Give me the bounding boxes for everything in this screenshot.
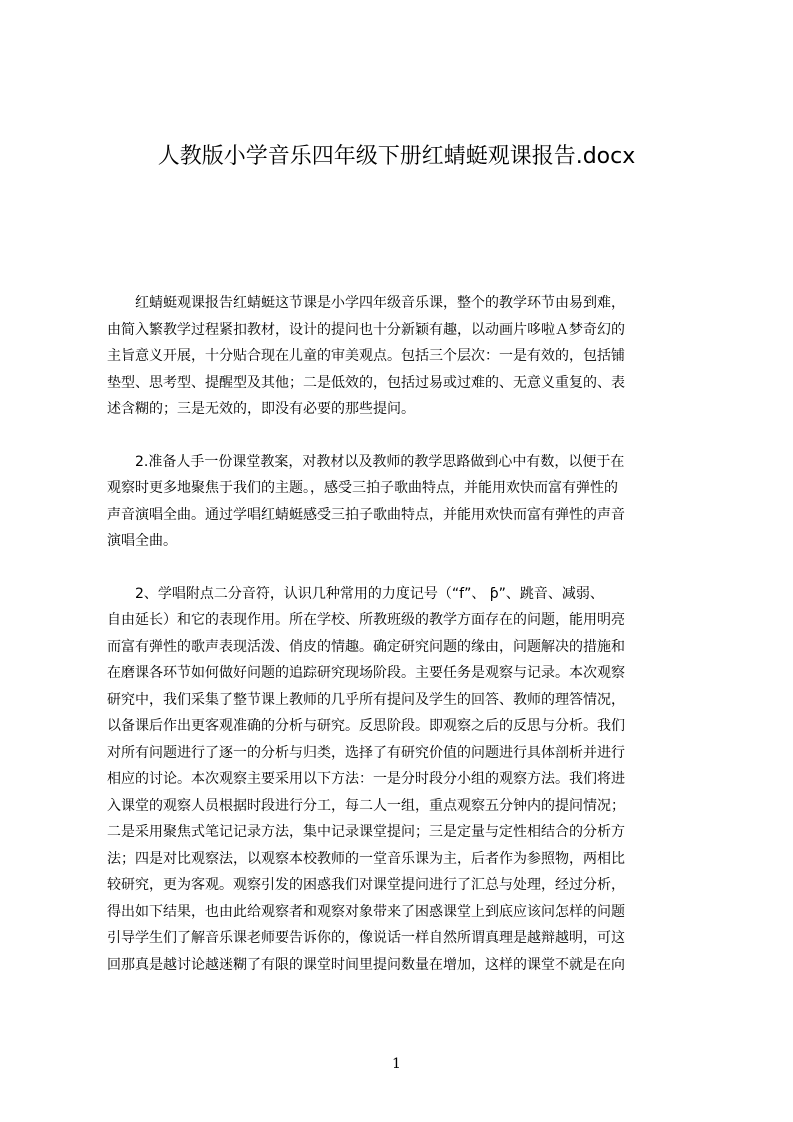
paragraph-line: 观察时更多地聚焦于我们的主题。，感受三拍子歌曲特点，并能用欢快而富有弹性的 <box>107 480 618 496</box>
paragraph-line: 声音演唱全曲。通过学唱红蜻蜓感受三拍子歌曲特点，并能用欢快而富有弹性的声音 <box>107 506 625 523</box>
paragraph-line: 垫型、思考型、提醒型及其他；二是低效的，包括过易或过难的、无意义重复的、表 <box>107 374 625 391</box>
paragraph-line: 演唱全曲。 <box>107 533 177 549</box>
paragraph-line: 对所有问题进行了逐一的分析与归类，选择了有研究价值的问题进行具体剖析并进行 <box>107 744 625 761</box>
paragraph-line: 相应的讨论。本次观察主要采用以下方法：一是分时段分小组的观察方法。我们将进 <box>107 771 625 787</box>
paragraph-line: 而富有弹性的歌声表现活泼、俏皮的情趣。确定研究问题的缘由，问题解决的措施和 <box>107 638 625 655</box>
paragraph-line: 2、学唱附点二分音符，认识几种常用的力度记号（“f”、 ƥ”、跳音、减弱、 <box>135 585 604 602</box>
paragraph-line: 在磨课各环节如何做好问题的追踪研究现场阶段。主要任务是观察与记录。本次观察 <box>107 665 625 681</box>
paragraph-line: 得出如下结果，也由此给观察者和观察对象带来了困惑课堂上到底应该问怎样的问题 <box>107 903 625 920</box>
paragraph-line: 较研究，更为客观。观察引发的困惑我们对课堂提问进行了汇总与处理，经过分析， <box>107 877 625 893</box>
paragraph-line: 二是采用聚焦式笔记记录方法，集中记录课堂提问；三是定量与定性相结合的分析方 <box>107 824 625 840</box>
paragraph-1 <box>107 290 699 423</box>
paragraph-line: 引导学生们了解音乐课老师要告诉你的，像说话一样自然所谓真理是越辩越明，可这 <box>107 930 625 946</box>
document-title: 人教版小学音乐四年级下册红蜻蜓观课报告.docx <box>157 144 636 169</box>
paragraph-line: 研究中，我们采集了整节课上教师的几乎所有提问及学生的回答、教师的理答情况， <box>107 691 625 708</box>
paragraph-3 <box>107 581 699 979</box>
paragraph-line: 红蜻蜓观课报告红蜻蜓这节课是小学四年级音乐课，整个的教学环节由易到难， <box>135 295 625 311</box>
paragraph-line: 法；四是对比观察法，以观察本校教师的一堂音乐课为主，后者作为参照物，两相比 <box>107 850 625 867</box>
paragraph-line: 2.准备人手一份课堂教案，对教材以及教师的教学思路做到心中有数，以便于在 <box>135 453 625 470</box>
paragraph-2 <box>107 449 699 555</box>
paragraph-line: 主旨意义开展，十分贴合现在儿童的审美观点。包括三个层次：一是有效的，包括铺 <box>107 348 625 364</box>
paragraph-line: 由简入繁教学过程紧扣教材，设计的提问也十分新颖有趣，以动画片哆啦Ａ梦奇幻的 <box>107 321 625 338</box>
page-number: 1 <box>392 1056 401 1072</box>
paragraph-line: 述含糊的；三是无效的，即没有必要的那些提问。 <box>107 401 415 417</box>
document-body <box>107 290 699 978</box>
paragraph-line: 入课堂的观察人员根据时段进行分工，每二人一组，重点观察五分钟内的提问情况； <box>107 797 625 814</box>
paragraph-line: 以备课后作出更客观准确的分析与研究。反思阶段。即观察之后的反思与分析。我们 <box>107 718 625 734</box>
paragraph-line: 回那真是越讨论越迷糊了有限的课堂时间里提问数量在增加，这样的课堂不就是在向 <box>107 956 625 973</box>
paragraph-line: 自由延长）和它的表现作用。所在学校、所教班级的教学方面存在的问题，能用明亮 <box>107 612 625 628</box>
